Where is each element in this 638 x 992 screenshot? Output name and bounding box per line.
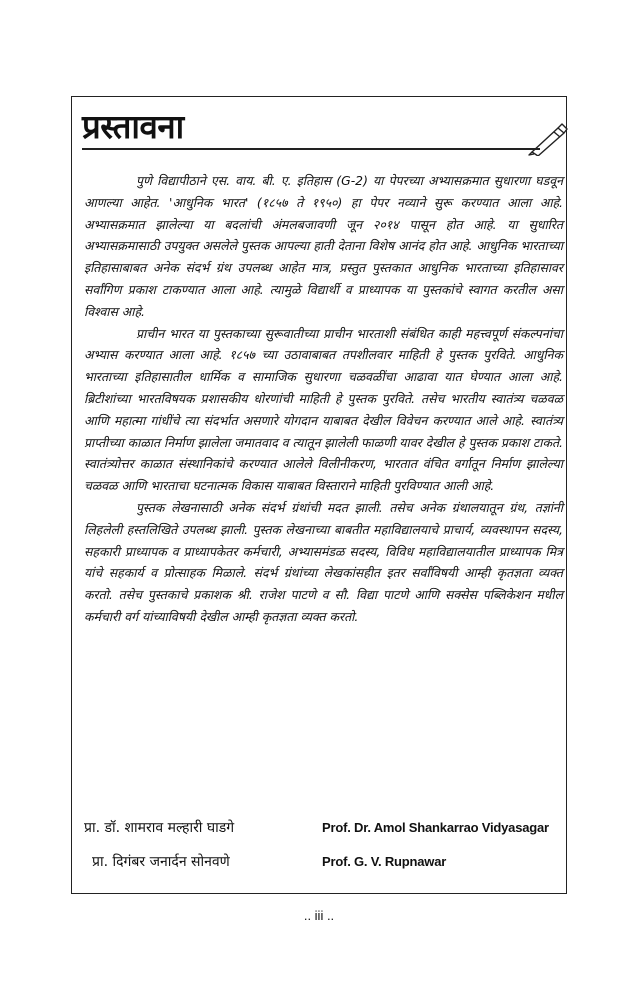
page-title: प्रस्तावना bbox=[82, 107, 184, 146]
pen-icon bbox=[526, 120, 568, 156]
paragraph: पुस्तक लेखनासाठी अनेक संदर्भ ग्रंथांची मदत झाली. तसेच अनेक ग्रंथालयातून ग्रंथ, तज्ञांनी लिहलेली हस्तलिखिते उपलब्ध झाली. पुस्तक लेखनाच्या बाबतीत महाविद्यालयाचे प्राचार्य, व्यवस्थापन सदस्य, सहकारी प्राध्यापक व प्राध्यापकेतर कर्मचारी, अभ्यासमंडळ सदस्य, विविध महाविद्यालयातील प्राध्यापक मित्र यांचे सहकार्य व प्रोत्साहक मिळाले. संदर्भ ग्रंथांच्या लेखकांसहीत इतर सर्वांविषयी आम्ही कृतज्ञता व्यक्त करतो. तसेच पुस्तकाचे प्रकाशक श्री. राजेश पाटणे व सौ. विद्या पाटणे आणि सक्सेस पब्लिकेशन मधील कर्मचारी वर्ग यांच्याविषयी देखील आम्ही कृतज्ञता व्यक्त करतो. bbox=[84, 499, 563, 624]
author-signature-english-2: Prof. G. V. Rupnawar bbox=[322, 854, 447, 869]
author-signature-english-1: Prof. Dr. Amol Shankarrao Vidyasagar bbox=[322, 820, 549, 835]
preface-body bbox=[84, 170, 563, 628]
paragraph: प्राचीन भारत या पुस्तकाच्या सुरूवातीच्या प्राचीन भारताशी संबंधित काही महत्त्वपूर्ण संकल्पनांचा अभ्यास करण्यात आला आहे. १८५७ च्या उठावाबाबत तपशीलवार माहिती हे पुस्तक पुरविते. आधुनिक भारताच्या इतिहासातील धार्मिक व सामाजिक सुधारणा चळवळींचा आढावा यात घेण्यात आला आहे. ब्रिटीशांच्या भारतविषयक प्रशासकीय धोरणांची माहिती हे पुस्तक पुरविते. तसेच भारतीय स्वातंत्र्य चळवळ आणि महात्मा गांधींचे त्या संदर्भात असणारे योगदान याबाबत देखील विवेचन करण्यात आले आहे. स्वातंत्र्य प्राप्तीच्या काळात निर्माण झालेला जमातवाद व त्यातून झालेली फाळणी यावर देखील हे पुस्तक प्रकाश टाकते. स्वातंत्र्योत्तर काळात संस्थानिकांचे करण्यात आलेले विलीनीकरण, भारतात वंचित वर्गातून निर्माण झालेल्या चळवळ आणि भारताचा घटनात्मक विकास याबाबत विस्ताराने माहिती पुरविण्यात आली आहे. bbox=[84, 325, 563, 494]
title-underline bbox=[82, 148, 540, 150]
author-signature-marathi-1: प्रा. डॉ. शामराव मल्हारी घाडगे bbox=[84, 820, 235, 836]
page-number: .. iii .. bbox=[303, 908, 335, 923]
paragraph: पुणे विद्यापीठाने एस. वाय. बी. ए. इतिहास (G-2) या पेपरच्या अभ्यासक्रमात सुधारणा घडवून आणल्या आहेत. 'आधुनिक भारत' (१८५७ ते १९५०) हा पेपर नव्याने सुरू करण्यात आला आहे. अभ्यासक्रमात झालेल्या या बदलांची अंमलबजावणी जून २०१४ पासून होत आहे. या सुधारित अभ्यासक्रमासाठी उपयुक्त असलेले पुस्तक आपल्या हाती देताना विशेष आनंद होत आहे. आधुनिक भारताच्या इतिहासाबाबत अनेक संदर्भ ग्रंथ उपलब्ध आहेत मात्र, प्रस्तुत पुस्तकात आधुनिक भारताच्या इतिहासावर सर्वांगिण प्रकाश टाकण्यात आला आहे. त्यामुळे विद्यार्थी व प्राध्यापक या पुस्तकांचे स्वागत करतील असा विश्वास आहे. bbox=[84, 173, 563, 319]
author-signature-marathi-2: प्रा. दिगंबर जनार्दन सोनवणे bbox=[92, 854, 230, 870]
